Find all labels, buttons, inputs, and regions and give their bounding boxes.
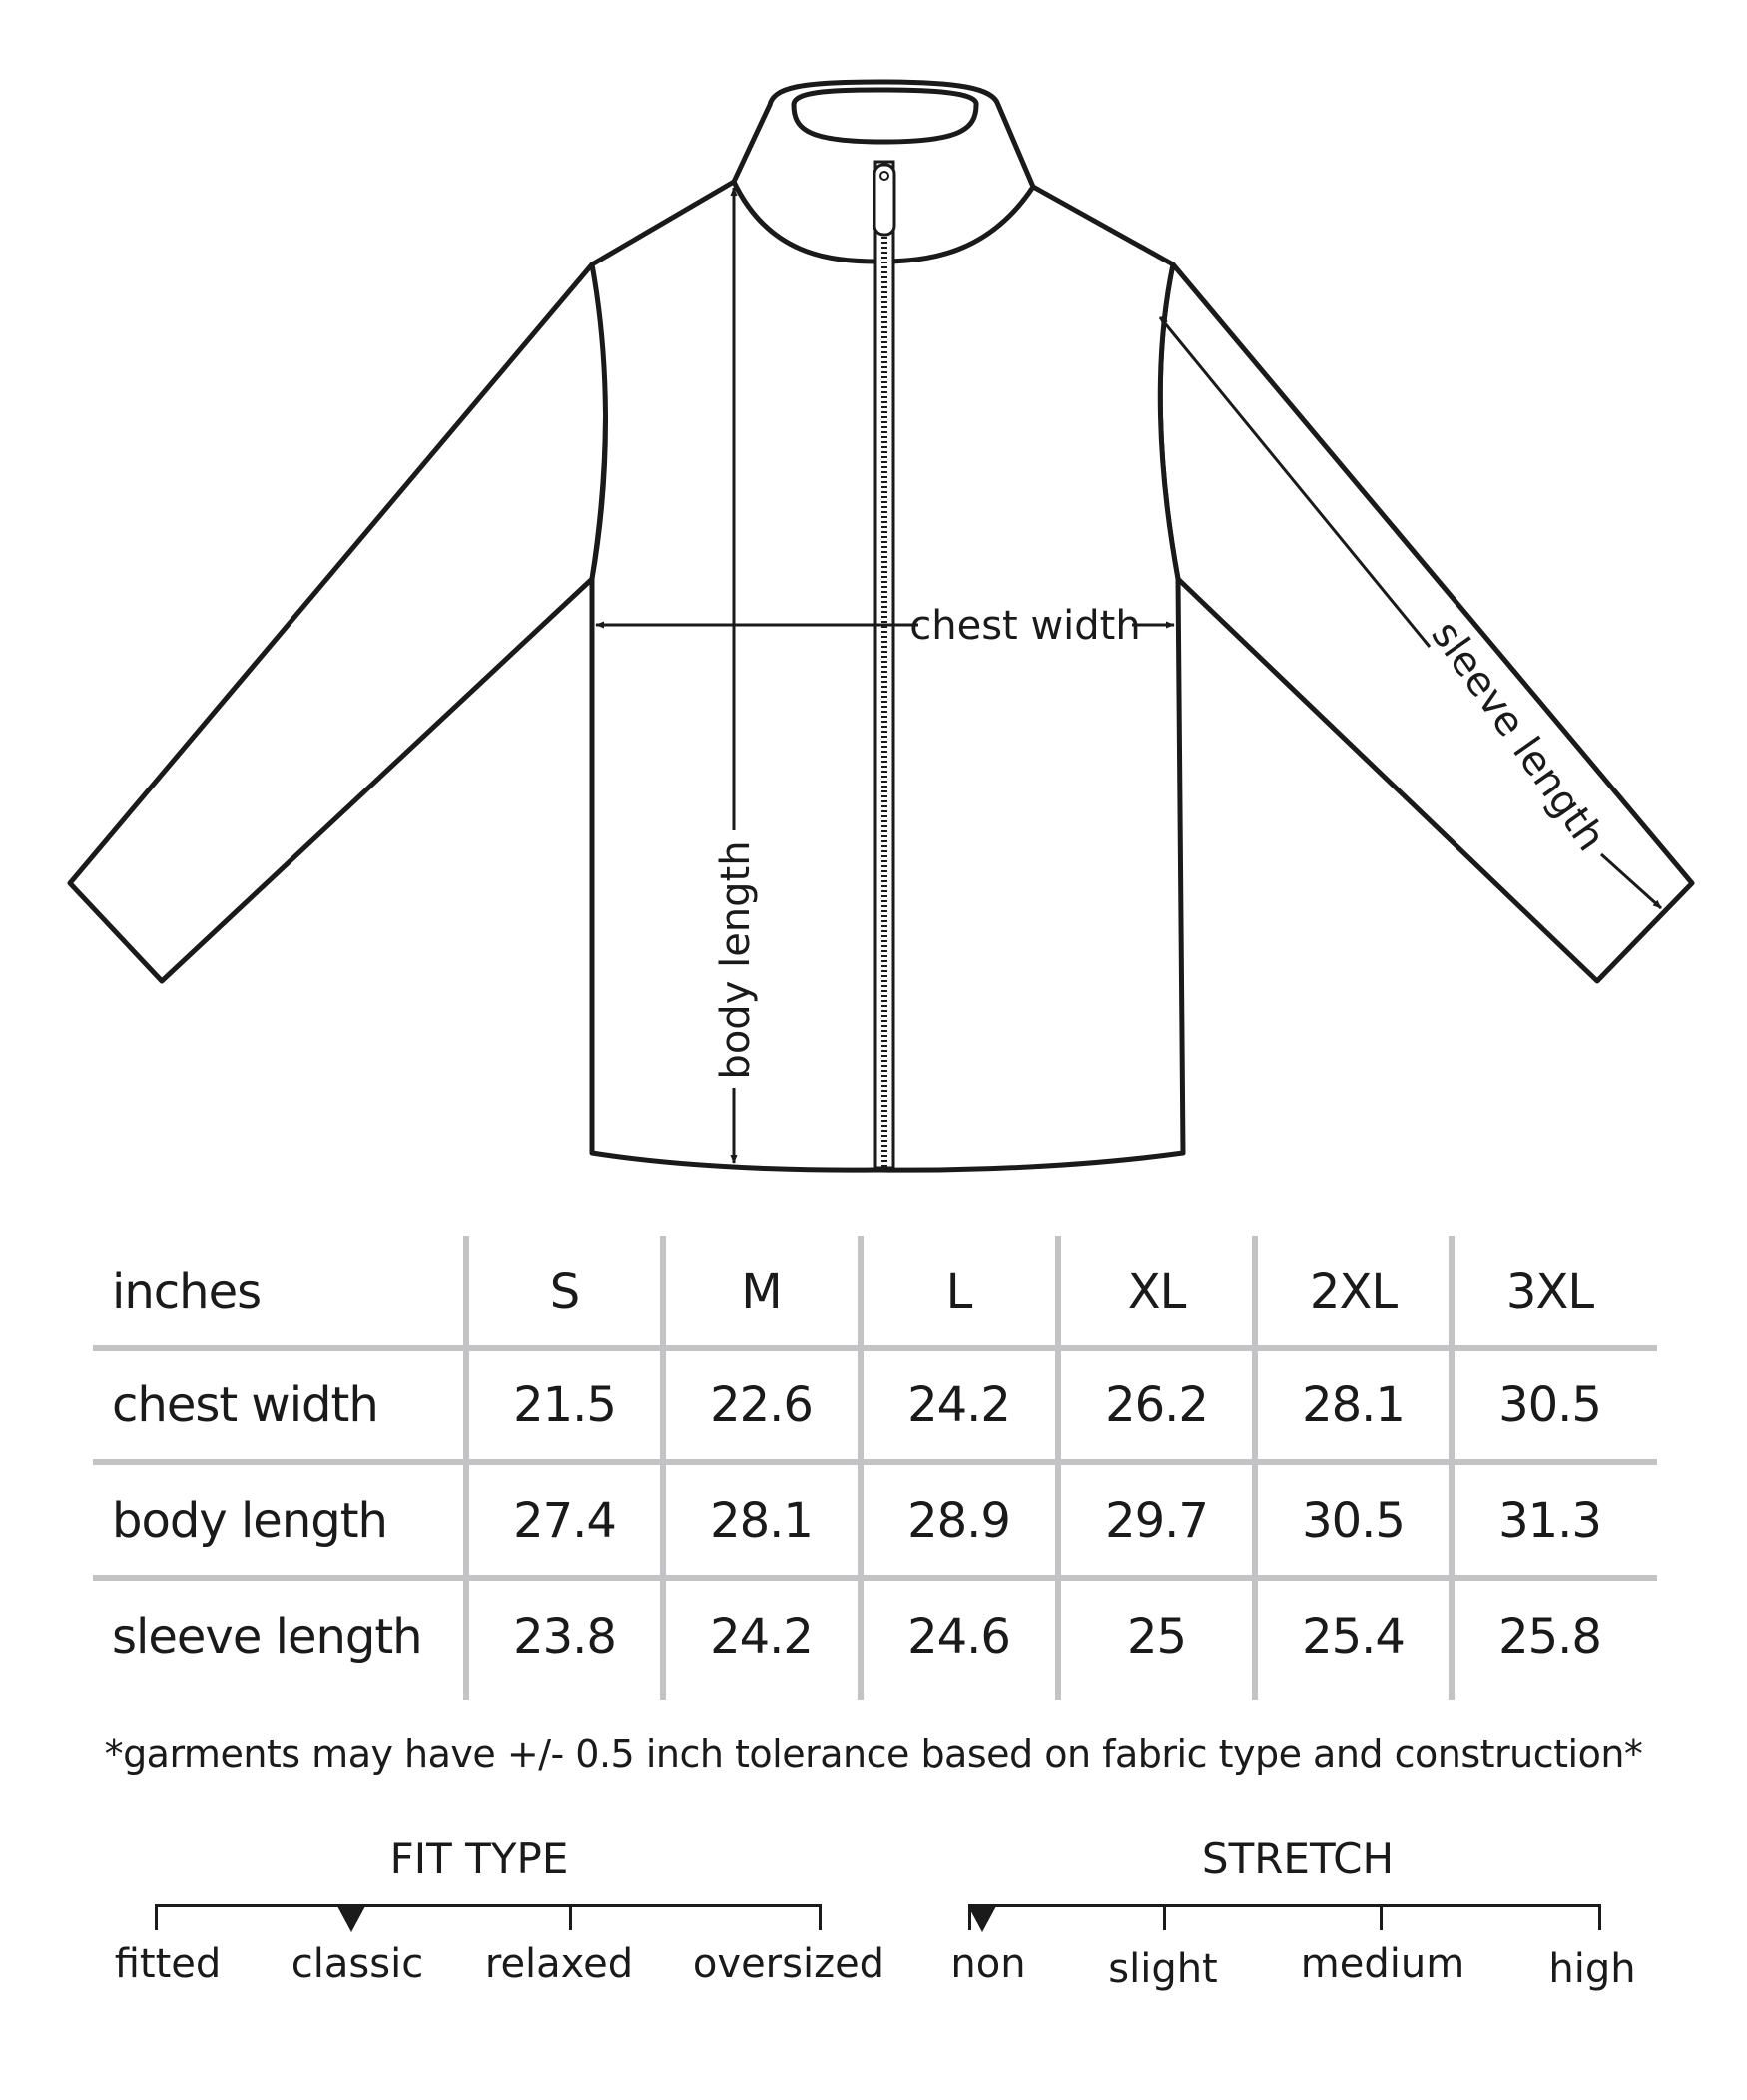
fit-type-option: classic [291,1941,424,1987]
table-cell: 23.8 [513,1609,616,1665]
row-label: chest width [112,1377,378,1433]
table-row [93,1581,1657,1693]
stretch-option: slight [1108,1946,1218,1992]
table-divider [660,1236,666,1700]
table-divider [1055,1236,1061,1700]
stretch-tick [1163,1904,1166,1930]
stretch-title: STRETCH [1201,1835,1395,1883]
table-cell: 25.4 [1302,1609,1405,1665]
table-divider [93,1459,1657,1465]
table-row [93,1350,1657,1460]
fit-type-tick [155,1904,158,1930]
table-cell: 31.3 [1498,1493,1601,1549]
fit-type-tick [819,1904,822,1930]
size-table [93,1236,1657,1700]
size-header: L [945,1264,972,1319]
chest-width-label: chest width [909,603,1141,649]
body-length-label: body length [713,840,759,1080]
table-header-row [93,1236,1657,1347]
collar-inner [794,90,976,142]
left-sleeve [70,264,606,981]
table-divider [463,1236,469,1700]
stretch-tick [1380,1904,1383,1930]
stretch-option: medium [1300,1941,1465,1987]
fit-type-line [155,1904,822,1907]
table-cell: 24.2 [907,1377,1010,1433]
table-cell: 28.1 [1302,1377,1405,1433]
table-cell: 24.6 [907,1609,1010,1665]
size-header: 2XL [1309,1264,1398,1319]
table-row [93,1465,1657,1577]
stretch-option: high [1548,1946,1636,1992]
fit-type-tick [569,1904,572,1930]
table-cell: 28.1 [710,1493,813,1549]
table-divider [93,1575,1657,1581]
table-cell: 24.2 [710,1609,813,1665]
fit-type-option: relaxed [484,1941,634,1987]
table-cell: 30.5 [1498,1377,1601,1433]
stretch-selected-marker [968,1906,996,1932]
table-cell: 25.8 [1498,1609,1601,1665]
table-divider [858,1236,864,1700]
stretch-line [968,1904,1601,1907]
table-cell: 29.7 [1105,1493,1208,1549]
table-cell: 25 [1126,1609,1187,1665]
table-cell: 22.6 [710,1377,813,1433]
table-cell: 21.5 [513,1377,616,1433]
right-sleeve [1160,264,1692,981]
size-header: XL [1127,1264,1186,1319]
row-label: body length [112,1493,387,1549]
table-divider [93,1345,1657,1351]
stretch-tick [1598,1904,1601,1930]
table-cell: 28.9 [907,1493,1010,1549]
tolerance-note: *garments may have +/- 0.5 inch tolerance based on fabric type and construction* [104,1732,1643,1776]
size-header: 3XL [1505,1264,1594,1319]
table-cell: 26.2 [1105,1377,1208,1433]
table-cell: 27.4 [513,1493,616,1549]
unit-label: inches [112,1264,262,1319]
fit-type-selected-marker [337,1906,365,1932]
fit-type-option: fitted [114,1941,222,1987]
table-divider [1252,1236,1258,1700]
stretch-option: non [950,1941,1026,1987]
fit-type-title: FIT TYPE [389,1835,569,1883]
size-header: M [741,1264,782,1319]
table-cell: 30.5 [1302,1493,1405,1549]
fit-type-option: oversized [692,1941,885,1987]
row-label: sleeve length [112,1609,422,1665]
zipper [874,162,894,1168]
sleeve-length-label: sleeve length [1422,612,1614,860]
table-divider [1449,1236,1455,1700]
size-header: S [549,1264,580,1319]
